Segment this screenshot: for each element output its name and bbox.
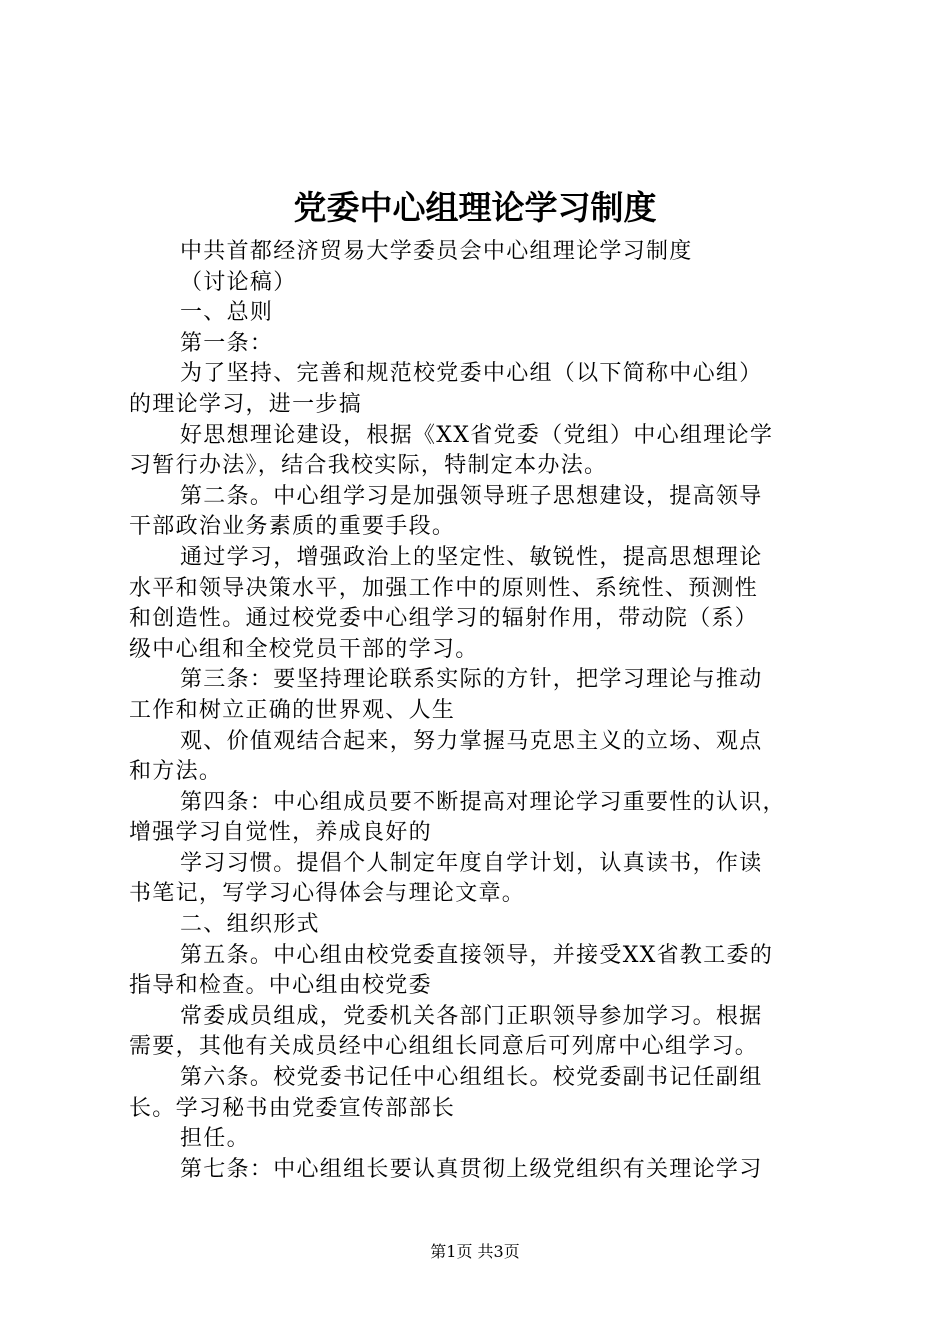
- paragraph-line: 指导和检查。中心组由校党委: [129, 973, 432, 999]
- paragraph-line: 和创造性。通过校党委中心组学习的辐射作用，带动院（系）: [129, 606, 759, 632]
- document-title: 党委中心组理论学习制度: [293, 188, 657, 227]
- page-number-footer: 第1页 共3页: [430, 1242, 520, 1261]
- paragraph-line: 干部政治业务素质的重要手段。: [129, 514, 456, 540]
- paragraph-line: 常委成员组成，党委机关各部门正职领导参加学习。根据: [180, 1003, 763, 1029]
- paragraph-line: 水平和领导决策水平，加强工作中的原则性、系统性、预测性: [129, 575, 759, 601]
- paragraph-line: 和方法。: [129, 759, 223, 785]
- paragraph-line: 观、价值观结合起来，努力掌握马克思主义的立场、观点: [180, 728, 763, 754]
- paragraph-line: 级中心组和全校党员干部的学习。: [129, 636, 479, 662]
- paragraph-line: 为了坚持、完善和规范校党委中心组（以下简称中心组）: [180, 361, 763, 387]
- article-heading: 第一条：: [180, 330, 274, 356]
- paragraph-line: 通过学习，增强政治上的坚定性、敏锐性，提高思想理论: [180, 544, 763, 570]
- paragraph-line: 好思想理论建设，根据《XX省党委（党组）中心组理论学: [180, 422, 774, 448]
- paragraph-line: 增强学习自觉性，养成良好的: [129, 820, 432, 846]
- paragraph-line: 书笔记，写学习心得体会与理论文章。: [129, 881, 526, 907]
- section-heading: 一、总则: [180, 300, 274, 326]
- paragraph-line: 的理论学习，进一步搞: [129, 391, 363, 417]
- paragraph-line: 习暂行办法》，结合我校实际，特制定本办法。: [129, 453, 608, 479]
- paragraph-line: 第六条。校党委书记任中心组组长。校党委副书记任副组: [180, 1065, 763, 1091]
- paragraph-line: 第三条：要坚持理论联系实际的方针，把学习理论与推动: [180, 667, 763, 693]
- paragraph-line: 第四条：中心组成员要不断提高对理论学习重要性的认识，: [180, 789, 786, 815]
- paragraph-line: 第七条：中心组组长要认真贯彻上级党组织有关理论学习: [180, 1156, 763, 1182]
- paragraph-line: 长。学习秘书由党委宣传部部长: [129, 1095, 456, 1121]
- subtitle-note-line: （讨论稿）: [180, 269, 297, 295]
- document-body: [129, 237, 839, 1185]
- paragraph-line: 第五条。中心组由校党委直接领导，并接受XX省教工委的: [180, 942, 774, 968]
- paragraph-line: 工作和树立正确的世界观、人生: [129, 697, 456, 723]
- paragraph-line: 第二条。中心组学习是加强领导班子思想建设，提高领导: [180, 483, 763, 509]
- subtitle-line: 中共首都经济贸易大学委员会中心组理论学习制度: [180, 239, 693, 264]
- paragraph-line: 学习习惯。提倡个人制定年度自学计划，认真读书，作读: [180, 850, 763, 876]
- paragraph-line: 需要，其他有关成员经中心组组长同意后可列席中心组学习。: [129, 1034, 759, 1060]
- section-heading: 二、组织形式: [180, 912, 320, 938]
- paragraph-line: 担任。: [180, 1126, 250, 1152]
